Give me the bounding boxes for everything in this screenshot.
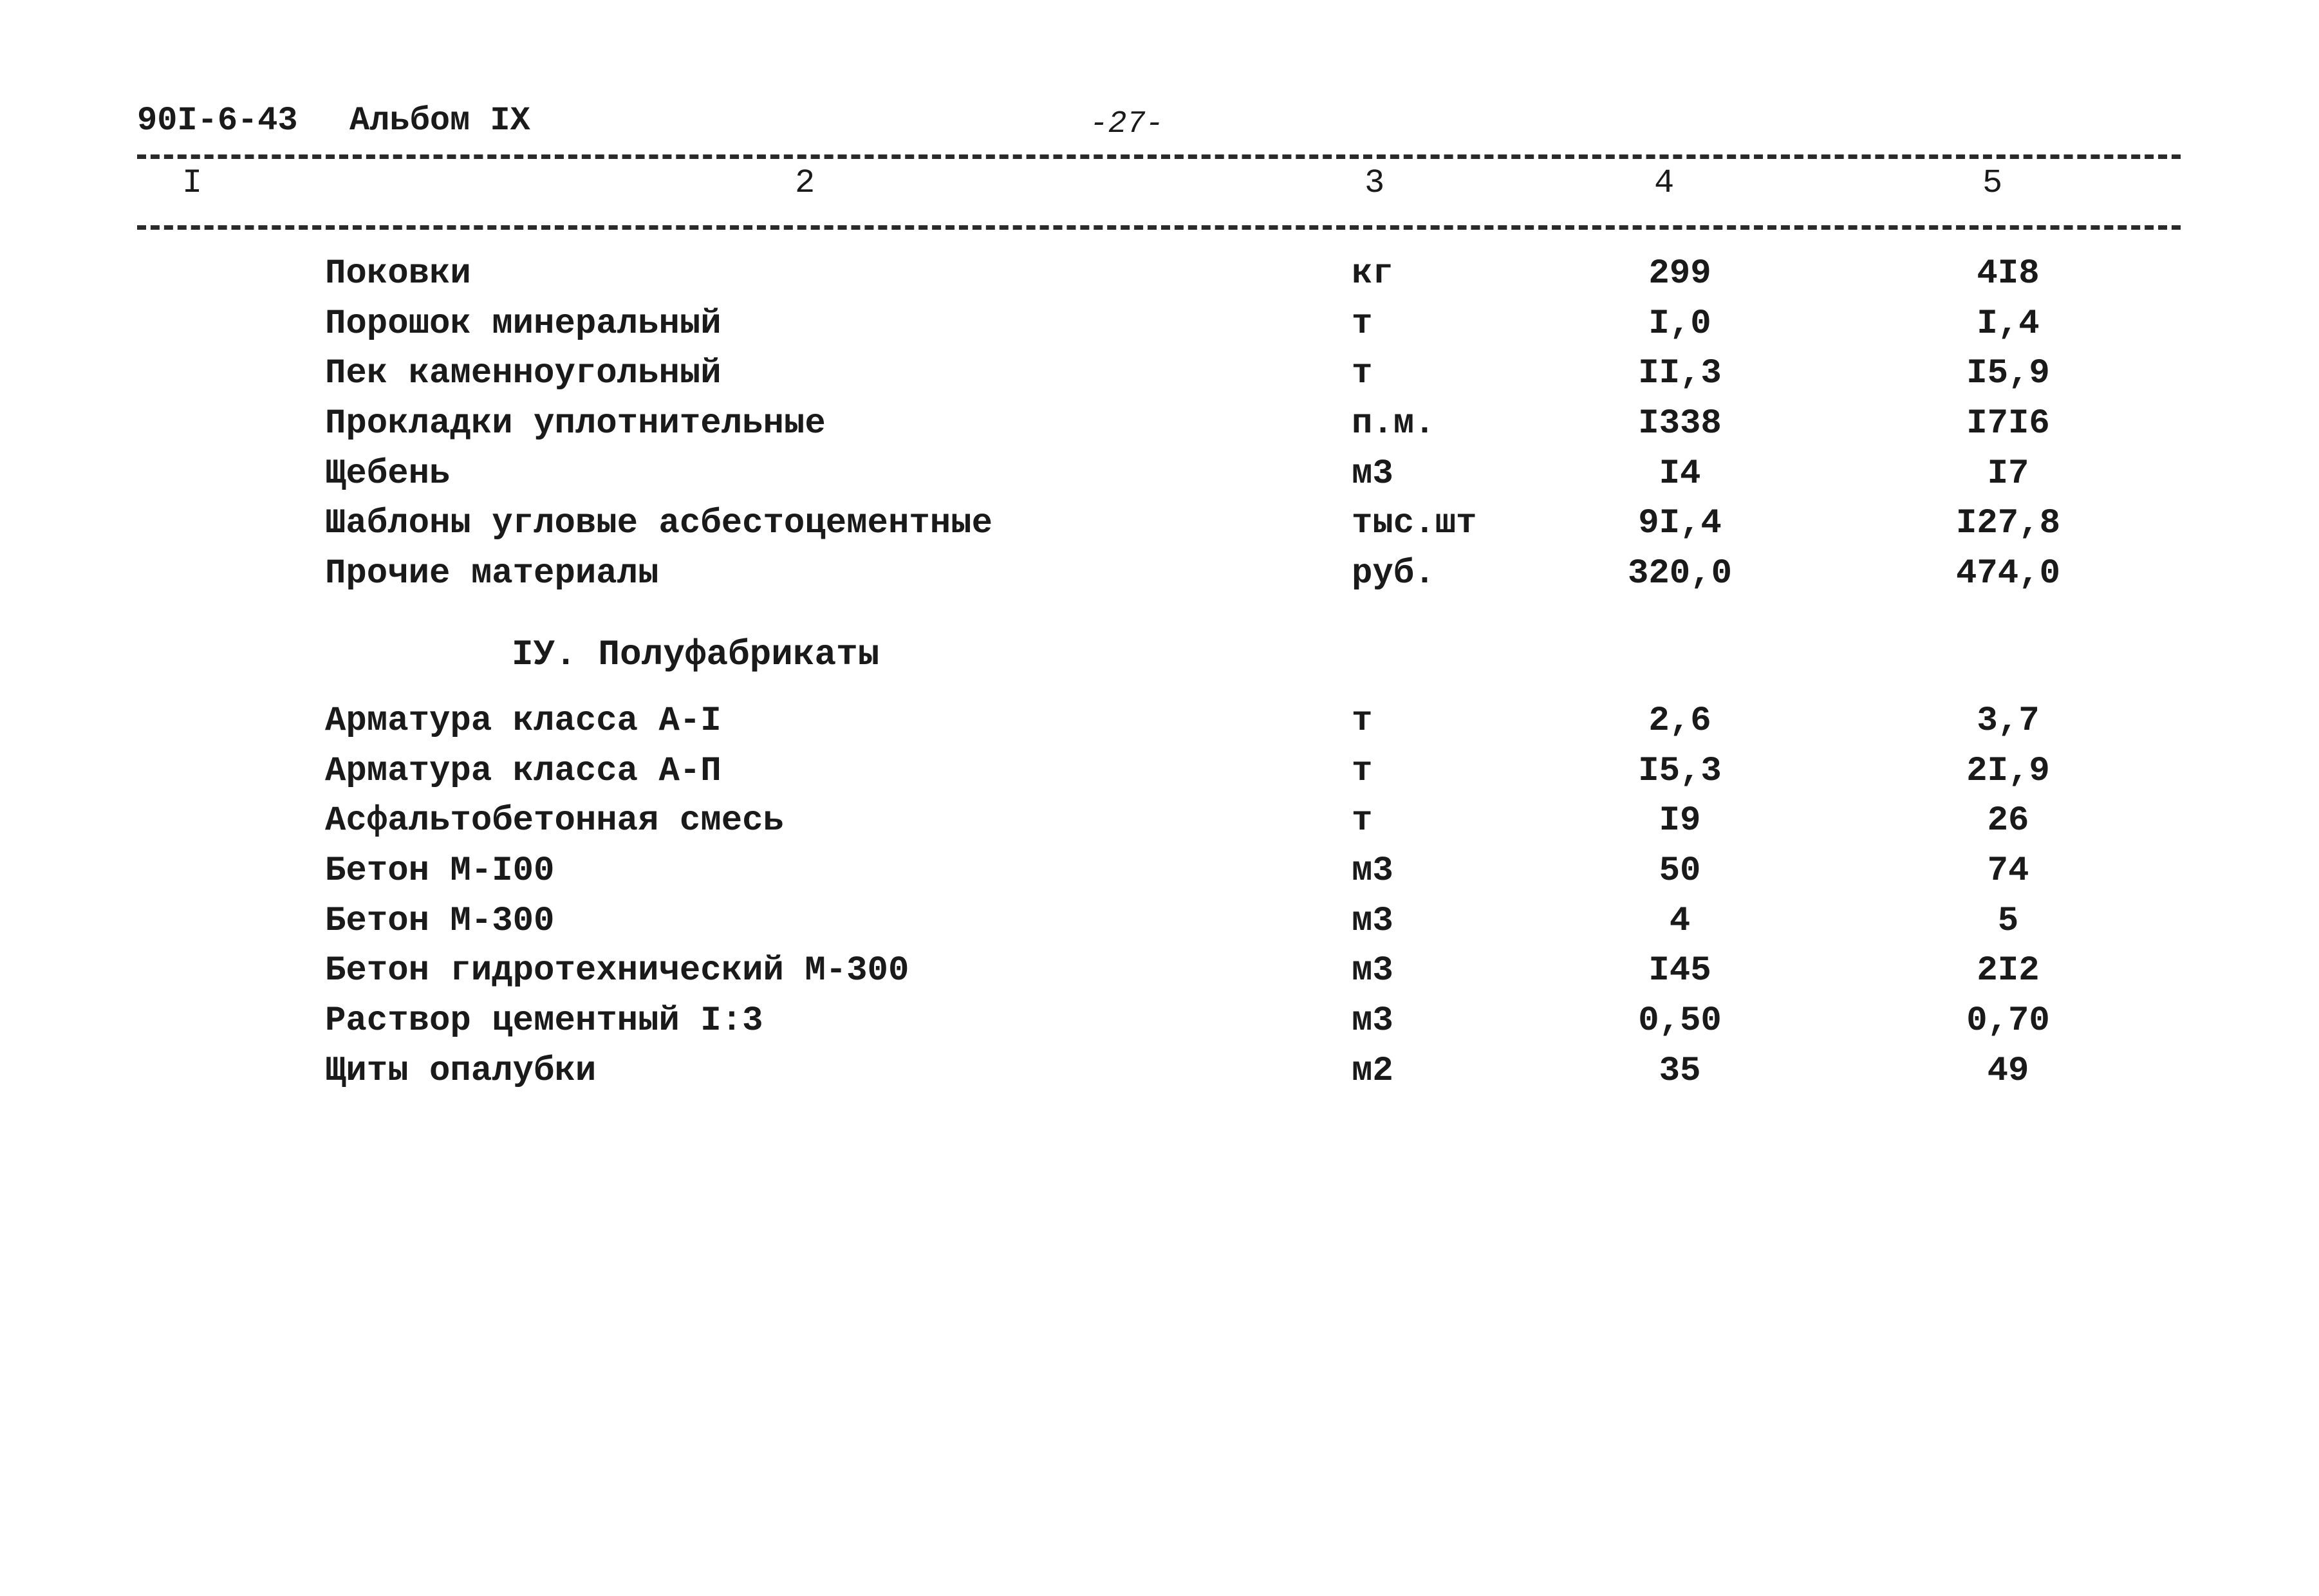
material-name: Бетон М-I00 (325, 851, 555, 891)
table-row (0, 554, 2319, 604)
material-name: Прочие материалы (325, 554, 659, 594)
value-col-5: 5 (1997, 901, 2019, 941)
column-header-1: I (182, 164, 203, 202)
column-header-5: 5 (1982, 164, 2003, 202)
value-col-5: 474,0 (1955, 554, 2061, 594)
table-row (0, 354, 2319, 404)
material-name: Раствор цементный I:3 (325, 1001, 763, 1041)
unit: м2 (1352, 1051, 1393, 1091)
value-col-5: I,4 (1977, 304, 2040, 344)
material-name: Щебень (325, 454, 451, 494)
value-col-5: 2I2 (1977, 951, 2040, 991)
value-col-4: 0,50 (1638, 1001, 1722, 1041)
table-header-rule (137, 225, 2181, 230)
table-row (0, 254, 2319, 304)
unit: т (1352, 304, 1373, 344)
material-name: Пек каменноугольный (325, 354, 722, 394)
material-name: Поковки (325, 254, 471, 293)
value-col-4: 2,6 (1648, 701, 1711, 741)
value-col-5: 3,7 (1977, 701, 2040, 741)
semi-finished-list (0, 701, 2319, 1102)
material-name: Бетон гидротехнический М-300 (325, 951, 909, 991)
table-row (0, 902, 2319, 952)
materials-list (0, 254, 2319, 604)
value-col-4: 320,0 (1627, 554, 1733, 594)
table-row (0, 1052, 2319, 1102)
page-number: -27- (1090, 107, 1164, 142)
album-title: Альбом IX (349, 102, 530, 140)
value-col-5: 74 (1987, 851, 2029, 891)
value-col-4: 50 (1659, 851, 1701, 891)
unit: руб. (1352, 554, 1435, 594)
unit: тыс.шт (1352, 504, 1477, 544)
value-col-4: I45 (1648, 951, 1711, 991)
value-col-4: 9I,4 (1638, 504, 1722, 544)
material-name: Бетон М-300 (325, 901, 555, 941)
table-row (0, 701, 2319, 752)
value-col-5: I7I6 (1966, 404, 2050, 444)
material-name: Прокладки уплотнительные (325, 404, 826, 444)
unit: м3 (1352, 851, 1393, 891)
unit: т (1352, 354, 1373, 394)
value-col-5: I7 (1987, 454, 2029, 494)
table-row (0, 951, 2319, 1001)
material-name: Шаблоны угловые асбестоцементные (325, 504, 992, 544)
table-row (0, 504, 2319, 554)
material-name: Щиты опалубки (325, 1051, 597, 1091)
document-code: 90I-6-43 (137, 102, 298, 140)
unit: м3 (1352, 951, 1393, 991)
table-row (0, 304, 2319, 355)
unit: т (1352, 801, 1373, 841)
value-col-4: I338 (1638, 404, 1722, 444)
table-row (0, 454, 2319, 505)
value-col-5: I5,9 (1966, 354, 2050, 394)
unit: п.м. (1352, 404, 1435, 444)
value-col-5: 0,70 (1966, 1001, 2050, 1041)
table-row (0, 404, 2319, 454)
table-top-rule (137, 154, 2181, 159)
material-name: Порошок минеральный (325, 304, 722, 344)
value-col-4: 35 (1659, 1051, 1701, 1091)
value-col-4: I4 (1659, 454, 1701, 494)
unit: т (1352, 751, 1373, 791)
value-col-5: 49 (1987, 1051, 2029, 1091)
unit: м3 (1352, 901, 1393, 941)
column-header-2: 2 (795, 164, 815, 202)
value-col-5: 26 (1987, 801, 2029, 841)
value-col-5: 4I8 (1977, 254, 2040, 293)
unit: м3 (1352, 1001, 1393, 1041)
material-name: Арматура класса А-I (325, 701, 722, 741)
table-row (0, 851, 2319, 902)
section-heading: IУ. Полуфабрикаты (512, 634, 880, 675)
value-col-4: 299 (1648, 254, 1711, 293)
value-col-4: I9 (1659, 801, 1701, 841)
column-header-4: 4 (1654, 164, 1675, 202)
column-headers (0, 164, 2319, 216)
table-row (0, 752, 2319, 802)
material-name: Арматура класса А-П (325, 751, 722, 791)
unit: м3 (1352, 454, 1393, 494)
unit: кг (1352, 254, 1393, 293)
value-col-5: 2I,9 (1966, 751, 2050, 791)
material-name: Асфальтобетонная смесь (325, 801, 784, 841)
value-col-4: II,3 (1638, 354, 1722, 394)
table-row (0, 801, 2319, 851)
column-header-3: 3 (1364, 164, 1385, 202)
value-col-4: 4 (1669, 901, 1691, 941)
table-row (0, 1001, 2319, 1052)
page-header (137, 102, 2165, 153)
value-col-5: I27,8 (1955, 504, 2061, 544)
value-col-4: I5,3 (1638, 751, 1722, 791)
value-col-4: I,0 (1648, 304, 1711, 344)
unit: т (1352, 701, 1373, 741)
